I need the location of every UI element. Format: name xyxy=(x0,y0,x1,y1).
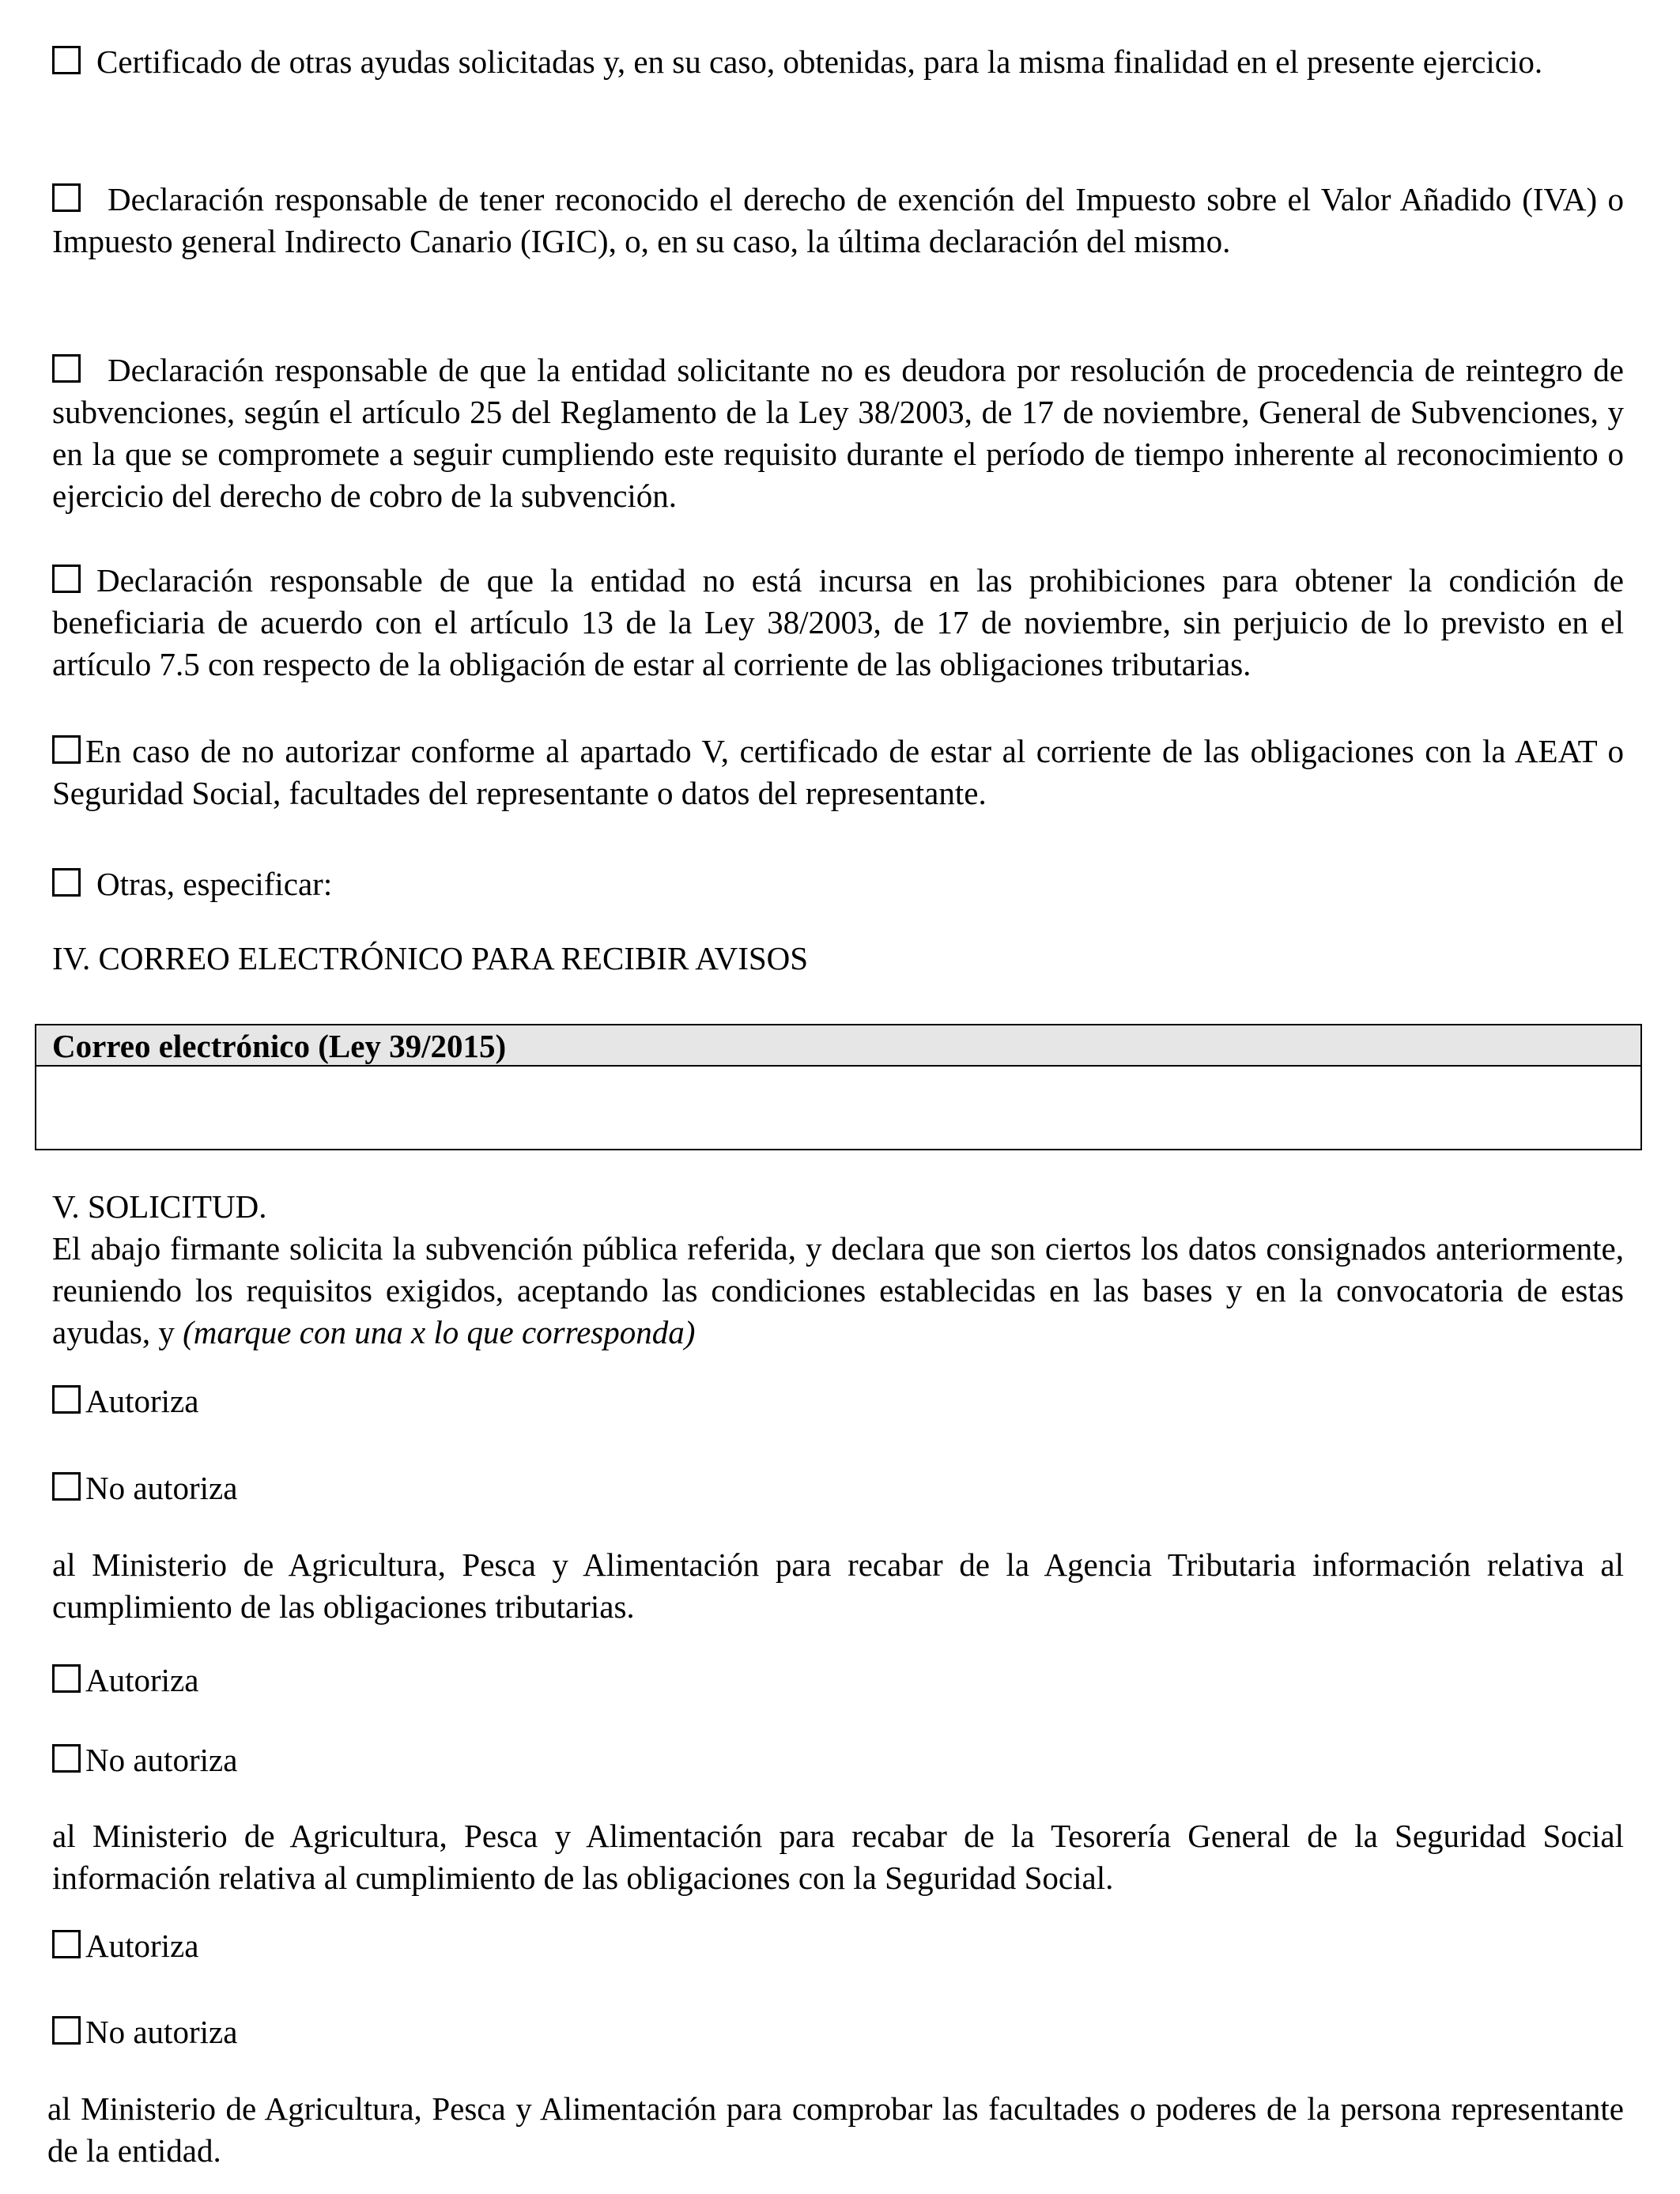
checkbox-prohibitions[interactable] xyxy=(52,565,81,593)
doc-item-certificate xyxy=(52,731,1624,814)
checkbox-vat-exemption[interactable] xyxy=(52,183,81,212)
option-label: Autoriza xyxy=(85,1662,199,1698)
doc-item-text: Certificado de otras ayudas solicitadas y, en su caso, obtenidas, para la misma finalidad en el presente ejercicio. xyxy=(96,43,1543,80)
doc-item-prohibitions xyxy=(52,560,1624,685)
doc-item-not-debtor xyxy=(52,349,1624,517)
checkbox-authorize-social-security[interactable] xyxy=(52,1664,81,1693)
authorization-text-social-security: al Ministerio de Agricultura, Pesca y Alimentación para recabar de la Tesorería General de la Seguridad Social información relativa al cumplimiento de las obligaciones con la Seguridad Social. xyxy=(52,1818,1624,1896)
option-not-authorize-representative xyxy=(52,2011,1624,2053)
checkbox-not-authorize-representative[interactable] xyxy=(52,2016,81,2045)
doc-item-text: Otras, especificar: xyxy=(96,866,333,902)
email-table xyxy=(35,1024,1642,1150)
checkbox-not-debtor[interactable] xyxy=(52,354,81,383)
authorization-text-aeat: al Ministerio de Agricultura, Pesca y Alimentación para recabar de la Agencia Tributaria información relativa al cumplimiento de las obligaciones tributarias. xyxy=(52,1546,1624,1625)
checkbox-other[interactable] xyxy=(52,868,81,897)
email-label: Correo electrónico (Ley 39/2015) xyxy=(36,1025,1640,1067)
option-not-authorize-social-security xyxy=(52,1739,1624,1781)
section-iv-title: IV. CORREO ELECTRÓNICO PARA RECIBIR AVISOS xyxy=(52,940,809,976)
option-not-authorize-aeat xyxy=(52,1467,1624,1509)
option-authorize-representative xyxy=(52,1925,1624,1967)
checkbox-certificate[interactable] xyxy=(52,735,81,764)
option-label: Autoriza xyxy=(85,1928,199,1964)
checkbox-authorize-representative[interactable] xyxy=(52,1930,81,1958)
checkbox-other-aid[interactable] xyxy=(52,46,81,74)
option-label: No autoriza xyxy=(85,1470,238,1506)
intro-text: El abajo firmante solicita la subvención pública referida, y declara que son ciertos los datos consignados anteriormente, reuniendo los requisitos exigidos, aceptando las condiciones establecidas en las bases y en la convocatoria de estas ayudas, y xyxy=(52,1230,1624,1350)
doc-item-text: Declaración responsable de tener reconocido el derecho de exención del Impuesto sobre el Valor Añadido (IVA) o Impuesto general Indirecto Canario (IGIC), o, en su caso, la última declaración del mismo. xyxy=(52,181,1624,259)
checkbox-not-authorize-aeat[interactable] xyxy=(52,1472,81,1501)
option-authorize-social-security xyxy=(52,1660,1624,1701)
doc-item-other xyxy=(52,863,1624,905)
option-label: Autoriza xyxy=(85,1383,199,1419)
option-label: No autoriza xyxy=(85,2014,238,2050)
checkbox-authorize-aeat[interactable] xyxy=(52,1385,81,1414)
authorization-text-representative: al Ministerio de Agricultura, Pesca y Alimentación para comprobar las facultades o poderes de la persona representante de la entidad. xyxy=(47,2090,1624,2169)
intro-instruction: (marque con una x lo que corresponda) xyxy=(183,1314,696,1350)
email-input[interactable] xyxy=(36,1067,1640,1149)
doc-item-vat-exemption xyxy=(52,179,1624,262)
option-label: No autoriza xyxy=(85,1742,238,1778)
doc-item-text: Declaración responsable de que la entidad no está incursa en las prohibiciones para obtener la condición de beneficiaria de acuerdo con el artículo 13 de la Ley 38/2003, de 17 de noviembre, sin perjuicio de lo previsto en el artículo 7.5 con respecto de la obligación de estar al corriente de las obligaciones tributarias. xyxy=(52,562,1624,682)
section-v-title: V. SOLICITUD. xyxy=(52,1188,267,1225)
doc-item-text: En caso de no autorizar conforme al apartado V, certificado de estar al corriente de las obligaciones con la AEAT o Seguridad Social, facultades del representante o datos del representante. xyxy=(52,733,1624,811)
checkbox-not-authorize-social-security[interactable] xyxy=(52,1744,81,1773)
section-v-intro xyxy=(52,1228,1624,1354)
doc-item-text: Declaración responsable de que la entidad solicitante no es deudora por resolución de procedencia de reintegro de subvenciones, según el artículo 25 del Reglamento de la Ley 38/2003, de 17 de noviembre, General de Subvenciones, y en la que se compromete a seguir cumpliendo este requisito durante el período de tiempo inherente al reconocimiento o ejercicio del derecho de cobro de la subvención. xyxy=(52,352,1624,514)
doc-item-other-aid xyxy=(52,41,1624,83)
option-authorize-aeat xyxy=(52,1380,1624,1422)
